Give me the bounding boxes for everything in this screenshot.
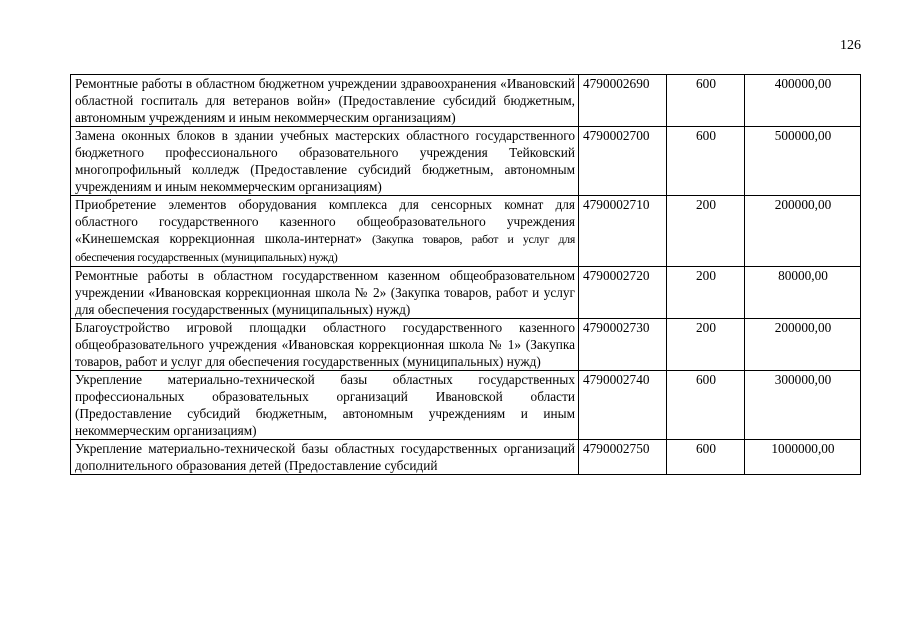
row-description-tail: (Закупка товаров, работ и услуг для обеспечения государственных (муниципальных) нужд) xyxy=(75,232,575,264)
row-expense-type: 600 xyxy=(667,75,745,127)
page-number: 126 xyxy=(840,38,861,53)
row-amount: 300000,00 xyxy=(745,371,861,440)
row-code: 4790002710 xyxy=(579,196,667,267)
row-description-main: Приобретение элементов оборудования комплекса для сенсорных комнат для областного государственного казенного общеобразовательного учреждения «Кинешемская коррекционная школа-интернат» xyxy=(75,197,575,246)
row-code: 4790002690 xyxy=(579,75,667,127)
table-row xyxy=(71,440,861,475)
row-amount: 80000,00 xyxy=(745,267,861,319)
table-row xyxy=(71,127,861,196)
row-code: 4790002730 xyxy=(579,319,667,371)
row-description: Укрепление материально-технической базы областных государственных профессиональных образовательных организаций Ивановской области (Предоставление субсидий бюджетным, автономным учреждениям и иным некоммерческим организациям) xyxy=(71,371,579,440)
row-amount: 500000,00 xyxy=(745,127,861,196)
row-code: 4790002750 xyxy=(579,440,667,475)
row-expense-type: 600 xyxy=(667,371,745,440)
row-amount: 1000000,00 xyxy=(745,440,861,475)
table-row xyxy=(71,319,861,371)
row-description: Ремонтные работы в областном бюджетном учреждении здравоохранения «Ивановский областной госпиталь для ветеранов войн» (Предоставление субсидий бюджетным, автономным учреждениям и иным некоммерческим организациям) xyxy=(71,75,579,127)
row-expense-type: 200 xyxy=(667,196,745,267)
row-description: Замена оконных блоков в здании учебных мастерских областного государственного бюджетного профессионального образовательного учреждения Тейковский многопрофильный колледж (Предоставление субсидий бюджетным, автономным учреждениям и иным некоммерческим организациям) xyxy=(71,127,579,196)
row-description: Благоустройство игровой площадки областного государственного казенного общеобразовательного учреждения «Ивановская коррекционная школа № 1» (Закупка товаров, работ и услуг для обеспечения государственных (муниципальных) нужд) xyxy=(71,319,579,371)
row-code: 4790002720 xyxy=(579,267,667,319)
budget-table xyxy=(70,74,861,475)
row-description: Ремонтные работы в областном государственном казенном общеобразовательном учреждении «Ивановская коррекционная школа № 2» (Закупка товаров, работ и услуг для обеспечения государственных (муниципальных) нужд) xyxy=(71,267,579,319)
row-amount: 200000,00 xyxy=(745,196,861,267)
row-description: Укрепление материально-технической базы областных государственных организаций дополнительного образования детей (Предоставление субсидий xyxy=(71,440,579,475)
row-expense-type: 200 xyxy=(667,267,745,319)
row-code: 4790002700 xyxy=(579,127,667,196)
table-row xyxy=(71,371,861,440)
row-amount: 400000,00 xyxy=(745,75,861,127)
table-row xyxy=(71,75,861,127)
row-expense-type: 200 xyxy=(667,319,745,371)
row-amount: 200000,00 xyxy=(745,319,861,371)
row-code: 4790002740 xyxy=(579,371,667,440)
row-description xyxy=(71,196,579,267)
row-expense-type: 600 xyxy=(667,127,745,196)
table-row xyxy=(71,196,861,267)
row-expense-type: 600 xyxy=(667,440,745,475)
table-row xyxy=(71,267,861,319)
